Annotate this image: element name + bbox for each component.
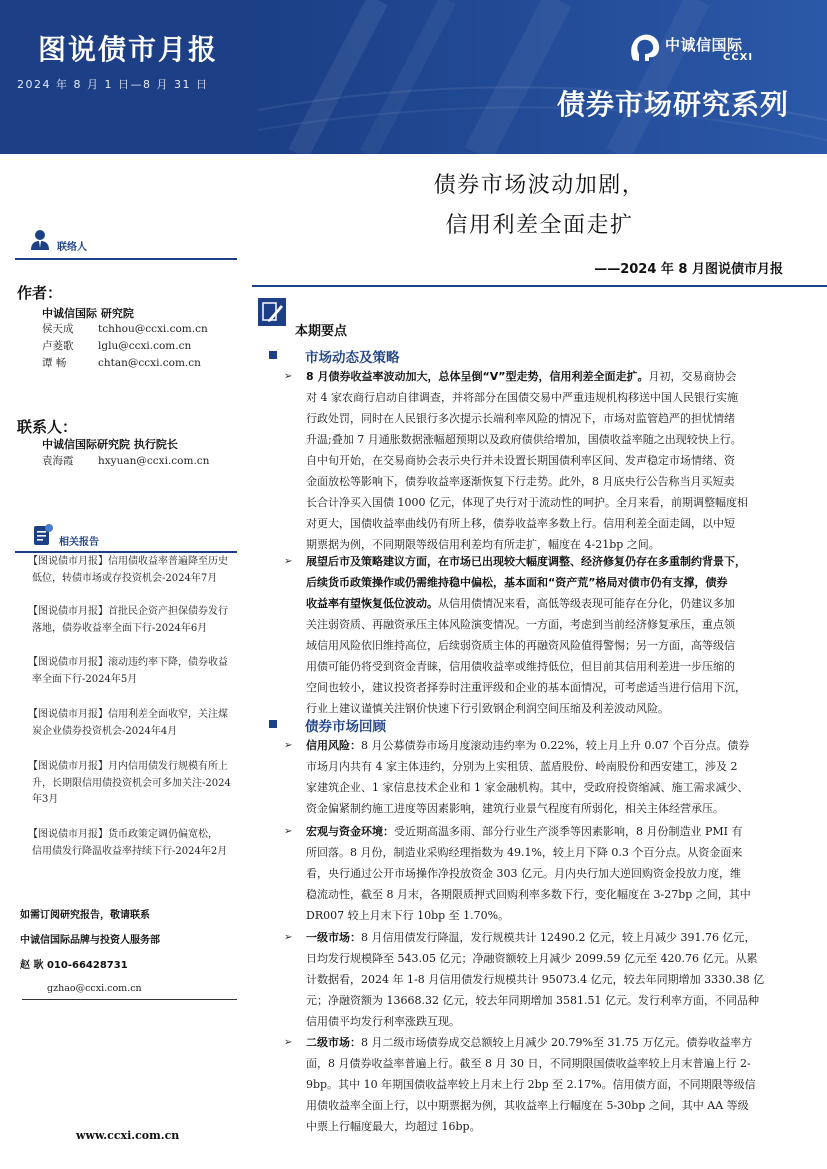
subscribe-note: 如需订阅研究报告，敬请联系 bbox=[20, 910, 150, 921]
arrow-bullet-icon: ➢ bbox=[284, 1037, 293, 1048]
paragraph-macro: 宏观与资金环境：受近期高温多雨、部分行业生产淡季等因素影响，8 月份制造业 PMI 有 所回落。8 月份，制造业采购经理指数为 49.1%，较上月下降 0.3 个百分点。从资金面来 看，央行通过公开市场操作净投放资金 303 亿元。月内央行加大逆回购资金投放力度，维 稳流动性，截至 8 月末，各期限质押式回购利率多数下行，变化幅度在 3-27bp 之间，其中 DR007 较上月末下行 10bp 至 1.70%。 bbox=[306, 825, 751, 922]
header-pattern bbox=[258, 0, 827, 154]
liaison-org: 中诚信国际研究院 执行院长 bbox=[42, 438, 178, 451]
edit-document-icon bbox=[257, 297, 287, 327]
author-name: 谭 畅 bbox=[42, 357, 67, 369]
author-row bbox=[42, 355, 201, 370]
liaison-row bbox=[42, 453, 209, 468]
ccxi-logo bbox=[627, 30, 777, 66]
paragraph-strategy: 展望后市及策略建议方面，在市场已出现较大幅度调整、经济修复仍存在多重制约背景下， 后续货币政策操作或仍需维持稳中偏松，基本面和“资产荒”格局对债市仍有支撑，债券 收益率有望恢复低位波动。从信用债情况来看，高低等级表现可能存在分化，仍建议多加 关注弱资质、再融资承压主体风险演变情况。一方面，考虑到当前经济修复承压，重点领 域信用风险依旧维持高位，后续弱资质主体的再融资风险值得警惕；另一方面，高等级信 用债可能仍将受到资金青睐，信用债收益率或维持低位，但目前其信用利差进一步压缩的 空间也较小，建议投资者择券时注重评级和企业的基本面情况，可考虑适当进行信用下沉， 行业上建议谨慎关注钢价快速下行引致钢企利润空间压缩及利差波动风险。 bbox=[306, 555, 746, 715]
author-email[interactable]: tchhou@ccxi.com.cn bbox=[98, 323, 208, 335]
contact-header bbox=[15, 225, 237, 259]
paragraph-market-dynamics: 8 月债券收益率波动加大，总体呈倒“V”型走势，信用利差全面走扩。月初，交易商协会 对 4 家农商行启动自律调查，并将部分在国债交易中严重违规机构移送中国人民银行实施 行政处罚，同时在人民银行多次提示长端利率风险的情况下，市场对监管趋严的担忧情绪 升温;叠加 7 月通胀数据涨幅超预期以及政府债供给增加，国债收益率随之出现较快上行。 自中旬开始，在交易商协会表示央行并未设置长期国债利率区间、发声稳定市场情绪、资 金面放松等影响下，债券收益率逐渐恢复下行走势。此外，8 月底央行公告称当月买短卖 长合计净买入国债 1000 亿元，体现了央行对于流动性的呵护。全月来看，前期调整幅度相 对更大，国债收益率曲线仍有所上移，债券收益率多数上行。信用利差全面走阔，以中短 期票据为例，不同期限等级信用利差均有所走扩，幅度在 4-21bp 之间。 bbox=[306, 370, 748, 551]
logo-text: 中诚信国际 bbox=[665, 36, 743, 54]
author-name: 侯天成 bbox=[42, 323, 74, 335]
related-report-link[interactable]: 【图说债市月报】信用债收益率普遍降至历史 低位，转债市场或存投资机会-2024年7月 bbox=[28, 556, 228, 584]
report-header bbox=[0, 0, 827, 154]
key-points-title: 本期要点 bbox=[295, 324, 348, 339]
section-bullet bbox=[269, 351, 277, 359]
authors-org: 中诚信国际 研究院 bbox=[42, 307, 134, 320]
sidebar bbox=[0, 154, 252, 1169]
liaison-email[interactable]: hxyuan@ccxi.com.cn bbox=[98, 455, 210, 467]
related-report-link[interactable]: 【图说债市月报】滚动违约率下降，债券收益 率全面下行-2024年5月 bbox=[28, 657, 228, 685]
header-banner bbox=[258, 0, 827, 154]
divider bbox=[15, 551, 237, 553]
divider bbox=[22, 999, 237, 1000]
section-title: 市场动态及策略 bbox=[305, 350, 400, 366]
subtitle: ——2024 年 8 月图说债市月报 bbox=[594, 262, 783, 277]
main-title-line1: 债券市场波动加剧， bbox=[433, 173, 646, 198]
series-title: 债券市场研究系列 bbox=[556, 88, 789, 121]
related-label: 相关报告 bbox=[59, 537, 99, 548]
divider bbox=[252, 285, 827, 287]
person-icon bbox=[30, 229, 50, 251]
arrow-bullet-icon: ➢ bbox=[284, 371, 293, 382]
subscribe-contact: 赵 耿 010-66428731 bbox=[20, 960, 128, 971]
arrow-bullet-icon: ➢ bbox=[284, 740, 293, 751]
related-report-link[interactable]: 【图说债市月报】信用利差全面收窄，关注煤 炭企业债券投资机会-2024年4月 bbox=[28, 709, 228, 737]
author-email[interactable]: chtan@ccxi.com.cn bbox=[98, 357, 201, 369]
report-date: 2024 年 8 月 1 日—8 月 31 日 bbox=[17, 78, 209, 91]
author-row bbox=[42, 338, 191, 353]
report-icon bbox=[32, 523, 54, 547]
elephant-logo-icon bbox=[627, 30, 663, 64]
author-row bbox=[42, 321, 208, 336]
paragraph-credit-risk: 信用风险：8 月公募债券市场月度滚动违约率为 0.22%，较上月上升 0.07 个百分点。债券 市场月内共有 4 家主体违约，分别为上实租赁、蓝盾股份、岭南股份和西安建工，涉及 2 家建筑企业、1 家信息技术企业和 1 家金融机构。其中，受政府投资缩减、施工需求减少、 资金偏紧制约施工进度等因素影响，建筑行业景气程度有所弱化，相关主体经营承压。 bbox=[306, 739, 750, 815]
authors-heading: 作者： bbox=[17, 284, 63, 302]
paragraph-secondary-market: 二级市场：8 月二级市场债券成交总额较上月减少 20.79%至 31.75 万亿元。债券收益率方 面，8 月债券收益率普遍上行。截至 8 月 30 日，不同期限国债收益率较上月末普遍上行 2- 9bp。其中 10 年期国债收益率较上月末上行 2bp 至 2.17%。信用债方面，不同期限等级信 用债收益率全面上行，以中期票据为例，其收益率上行幅度在 5-30bp 之间，其中 AA 等级 中票上行幅度最大，均超过 16bp。 bbox=[306, 1036, 756, 1133]
main-title-line2: 信用利差全面走扩 bbox=[445, 213, 634, 238]
website-link[interactable]: www.ccxi.com.cn bbox=[76, 1129, 180, 1142]
related-report-link[interactable]: 【图说债市月报】月内信用债发行规模有所上 升，长期限信用债投资机会可多加关注-2024 年3月 bbox=[28, 761, 231, 805]
author-name: 卢菱歌 bbox=[42, 340, 74, 352]
author-email[interactable]: lglu@ccxi.com.cn bbox=[98, 340, 192, 352]
liaison-name: 袁海霞 bbox=[42, 455, 74, 467]
report-title: 图说债市月报 bbox=[38, 33, 219, 66]
section-bullet bbox=[269, 720, 277, 728]
paragraph-primary-market: 一级市场：8 月信用债发行降温，发行规模共计 12490.2 亿元，较上月减少 391.76 亿元， 日均发行规模降至 543.05 亿元；净融资额较上月减少 2099.59 亿元至 420.76 亿元。从累 计数据看，2024 年 1-8 月信用债发行规模共计 95073.4 亿元，较去年同期增加 3330.38 亿 元；净融资额为 13668.32 亿元，较去年同期增加 3581.51 亿元。发行利率方面，不同品种 信用债平均发行利率涨跌互现。 bbox=[306, 931, 765, 1028]
arrow-bullet-icon: ➢ bbox=[284, 556, 293, 567]
related-report-link[interactable]: 【图说债市月报】货币政策定调仍偏宽松， 信用债发行降温收益率持续下行-2024年2月 bbox=[28, 829, 228, 857]
arrow-bullet-icon: ➢ bbox=[284, 932, 293, 943]
related-report-link[interactable]: 【图说债市月报】首批民企资产担保债券发行 落地，债券收益率全面下行-2024年6月 bbox=[28, 606, 228, 634]
contact-label: 联络人 bbox=[57, 242, 87, 253]
subscribe-email[interactable]: gzhao@ccxi.com.cn bbox=[47, 983, 142, 994]
subscribe-dept: 中诚信国际品牌与投资人服务部 bbox=[20, 935, 160, 946]
arrow-bullet-icon: ➢ bbox=[284, 826, 293, 837]
section-title: 债券市场回顾 bbox=[305, 719, 386, 735]
divider bbox=[15, 258, 237, 260]
related-header bbox=[15, 523, 237, 553]
liaison-heading: 联系人： bbox=[17, 418, 78, 436]
logo-abbrev: CCXI bbox=[723, 52, 754, 63]
